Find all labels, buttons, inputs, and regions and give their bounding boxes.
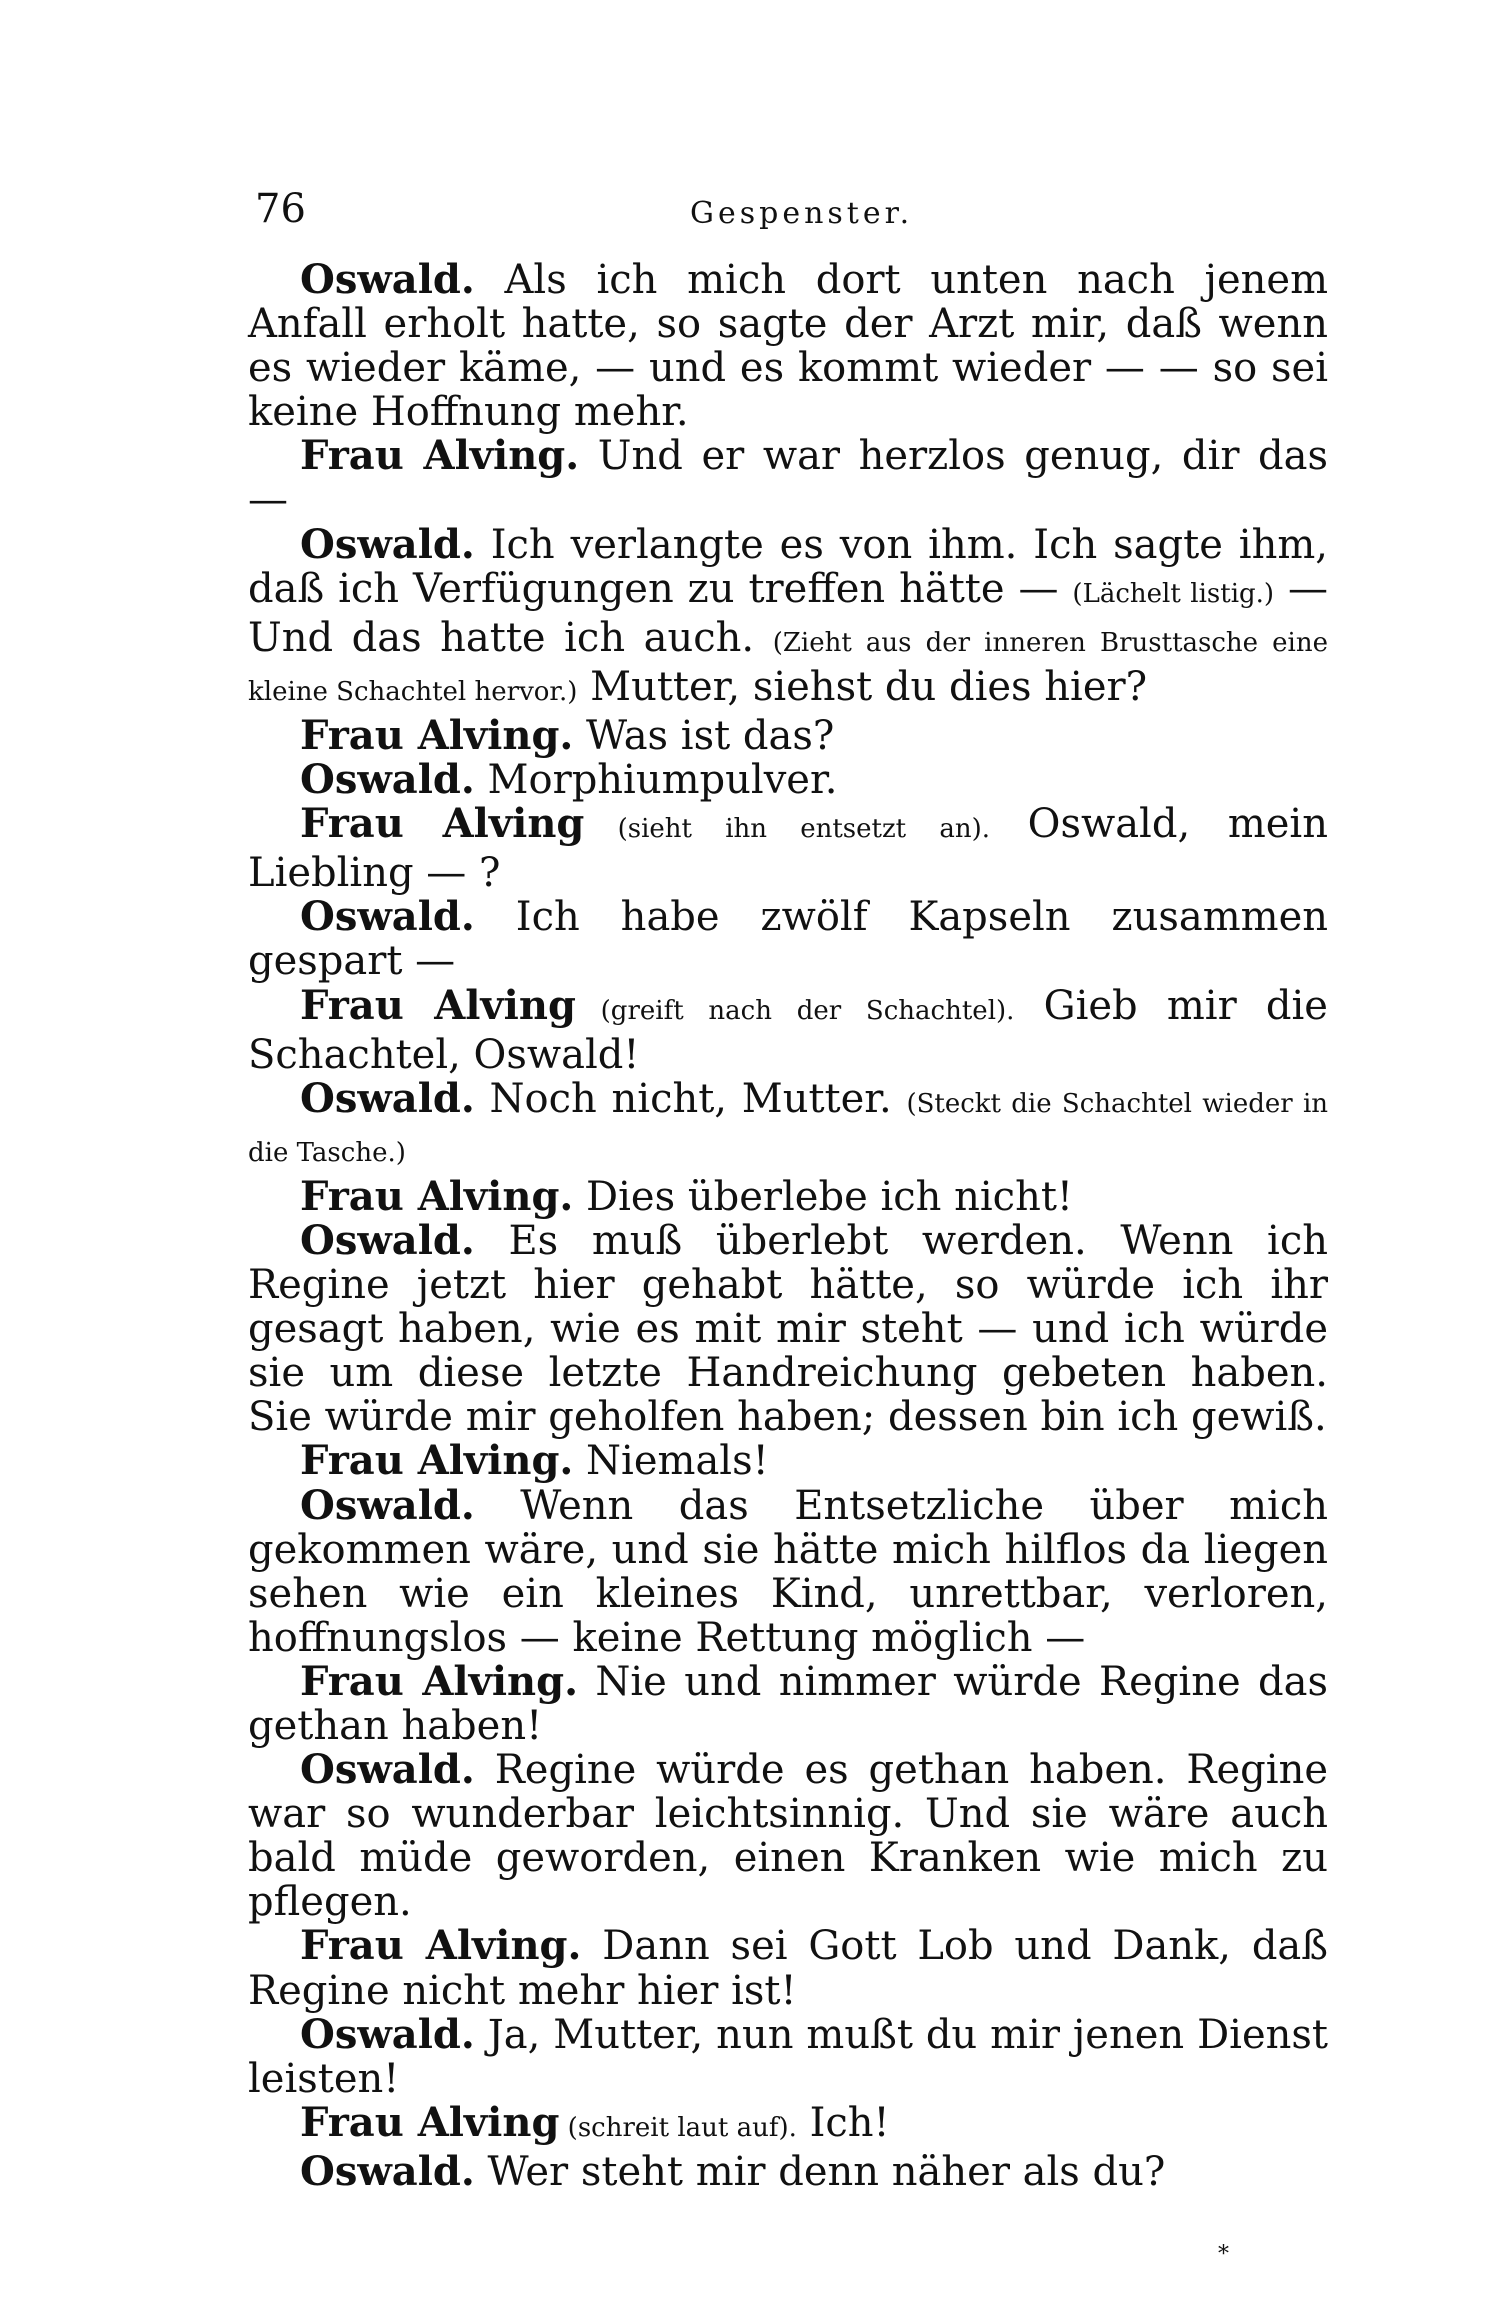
- dialogue-text: Gieb mir die Schachtel, Oswald!: [248, 982, 1328, 1078]
- speaker-name: Frau Alving.: [300, 1172, 574, 1220]
- page-number: 76: [255, 186, 306, 232]
- speaker-name: Oswald.: [300, 1481, 475, 1529]
- speaker-name: Frau Alving.: [300, 432, 580, 480]
- paragraph: [248, 2098, 1328, 2150]
- running-title: Gespenster.: [690, 196, 914, 231]
- text-block: [248, 258, 1328, 2194]
- stage-direction: (sieht ihn entsetzt an).: [584, 814, 990, 845]
- dialogue-text: Morphiumpulver.: [474, 757, 838, 804]
- paragraph: [248, 520, 1329, 714]
- speaker-name: Oswald.: [300, 756, 475, 804]
- dialogue-text: Noch nicht, Mutter.: [474, 1075, 907, 1122]
- dialogue-text: Oswald, mein Liebling — ?: [248, 801, 1328, 897]
- stage-direction: (Zieht aus der inneren Brusttasche eine kleine Schachtel hervor.): [248, 627, 1328, 707]
- stray-mark: *: [1218, 2242, 1229, 2267]
- dialogue-text: — Und das hatte ich auch.: [248, 565, 1329, 661]
- speaker-name: Oswald.: [300, 893, 475, 941]
- speaker-name: Oswald.: [300, 2147, 475, 2195]
- paragraph: [248, 1481, 1328, 1661]
- paragraph: [248, 1924, 1328, 2012]
- paragraph: [248, 711, 1328, 759]
- paragraph: [248, 1748, 1328, 1924]
- paragraph: [248, 1439, 1328, 1483]
- dialogue-text: Und er war herzlos genug, dir das —: [248, 433, 1329, 524]
- speaker-name: Frau Alving: [300, 2098, 560, 2146]
- paragraph: [248, 2147, 1328, 2195]
- speaker-name: Oswald.: [300, 1216, 475, 1264]
- stage-direction: (Steckt die Schachtel wieder in die Tasche.): [248, 1088, 1329, 1168]
- dialogue-text: Wenn das Entsetzliche über mich gekommen wäre, und sie hätte mich hilflos da liegen sehen wie ein kleines Kind, unrettbar, verloren, hoffnungslos — keine Rettung möglich —: [248, 1482, 1328, 1661]
- paragraph: [248, 758, 1328, 802]
- dialogue-text: Regine würde es gethan haben. Regine war so wunderbar leichtsinnig. Und sie wäre auch bald müde geworden, einen Kranken wie mich zu pflegen.: [248, 1747, 1328, 1926]
- speaker-name: Frau Alving.: [300, 1437, 574, 1485]
- speaker-name: Oswald.: [300, 256, 475, 303]
- speaker-name: Oswald.: [300, 520, 475, 568]
- dialogue-text: Ich!: [796, 2099, 890, 2146]
- paragraph: [248, 434, 1328, 522]
- dialogue-text: Dann sei Gott Lob und Dank, daß Regine nicht mehr hier ist!: [248, 1923, 1328, 2014]
- stage-direction: (Lächelt listig.): [1072, 578, 1275, 609]
- dialogue-text: Ich habe zwölf Kapseln zusammen gespart —: [248, 894, 1328, 985]
- paragraph: [248, 1172, 1328, 1220]
- paragraph: [248, 258, 1328, 434]
- paragraph: [248, 981, 1328, 1078]
- dialogue-text: Nie und nimmer würde Regine das gethan haben!: [248, 1658, 1329, 1749]
- dialogue-text: Mutter, siehst du dies hier?: [577, 663, 1148, 710]
- dialogue-text: Ich verlangte es von ihm. Ich sagte ihm, daß ich Verfügungen zu treffen hätte —: [248, 521, 1328, 612]
- paragraph: [248, 895, 1328, 983]
- stage-direction: (schreit laut auf).: [559, 2112, 797, 2143]
- dialogue-text: Wer steht mir denn näher als du?: [474, 2148, 1166, 2195]
- paragraph: [248, 1657, 1329, 1749]
- dialogue-text: Niemals!: [573, 1438, 769, 1485]
- dialogue-text: Als ich mich dort unten nach jenem Anfall erholt hatte, so sagte der Arzt mir, daß wenn es wieder käme, — und es kommt wieder — — so sei keine Hoffnung mehr.: [248, 257, 1328, 436]
- speaker-name: Frau Alving: [300, 800, 585, 848]
- dialogue-text: Was ist das?: [573, 712, 835, 759]
- speaker-name: Frau Alving: [300, 981, 576, 1029]
- dialogue-text: Ja, Mutter, nun mußt du mir jenen Dienst leisten!: [248, 2011, 1328, 2102]
- dialogue-text: Es muß überlebt werden. Wenn ich Regine jetzt hier gehabt hätte, so würde ich ihr gesagt haben, wie es mit mir steht — und ich würde sie um diese letzte Handreichung gebeten haben. Sie würde mir geholfen haben; dessen bin ich gewiß.: [248, 1217, 1328, 1441]
- speaker-name: Frau Alving.: [300, 711, 574, 759]
- stage-direction: (greift nach der Schachtel).: [575, 995, 1015, 1026]
- dialogue-text: Dies überlebe ich nicht!: [573, 1173, 1073, 1220]
- paragraph: [248, 2010, 1328, 2102]
- speaker-name: Oswald.: [300, 2010, 475, 2058]
- speaker-name: Frau Alving.: [300, 1922, 582, 1970]
- paragraph: [248, 1216, 1328, 1441]
- speaker-name: Frau Alving.: [300, 1657, 578, 1705]
- paragraph: [248, 802, 1328, 895]
- speaker-name: Oswald.: [300, 1074, 475, 1122]
- paragraph: [248, 1074, 1329, 1175]
- speaker-name: Oswald.: [300, 1746, 475, 1794]
